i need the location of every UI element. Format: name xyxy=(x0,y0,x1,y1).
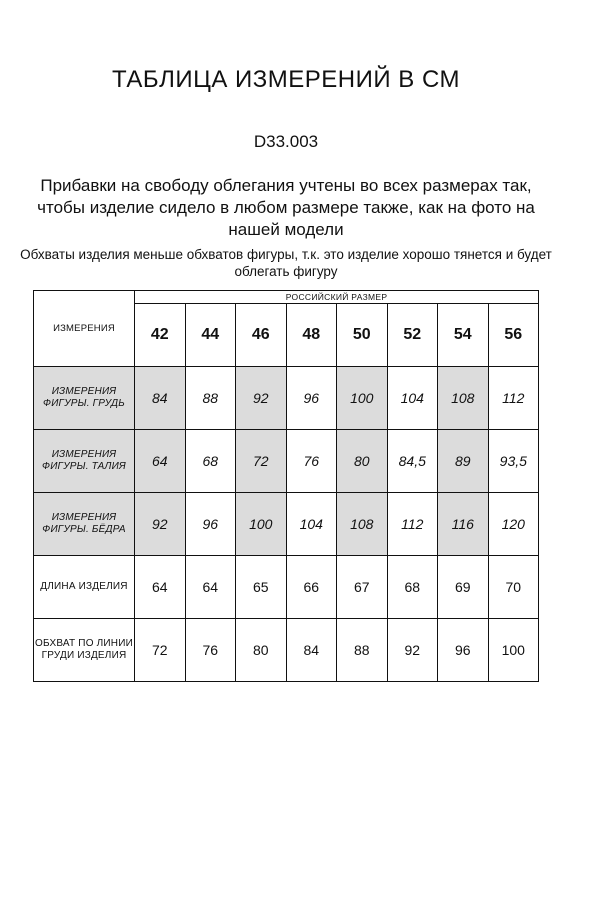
value-cell: 84 xyxy=(135,367,186,430)
size-header-cell: 50 xyxy=(337,304,388,367)
value-cell: 88 xyxy=(337,619,388,682)
article-code: D33.003 xyxy=(253,132,319,151)
value-cell: 64 xyxy=(135,430,186,493)
value-cell: 68 xyxy=(185,430,236,493)
value-cell: 100 xyxy=(236,493,287,556)
value-cell: 70 xyxy=(488,556,539,619)
value-cell: 72 xyxy=(236,430,287,493)
value-cell: 108 xyxy=(337,493,388,556)
value-cell: 100 xyxy=(488,619,539,682)
value-cell: 76 xyxy=(185,619,236,682)
fit-note: Прибавки на свободу облегания учтены во всех размерах так, чтобы изделие сидело в любом размере также, как на фото на нашей модели xyxy=(37,176,535,239)
value-cell: 108 xyxy=(438,367,489,430)
value-cell: 92 xyxy=(387,619,438,682)
value-cell: 67 xyxy=(337,556,388,619)
value-cell: 120 xyxy=(488,493,539,556)
value-cell: 93,5 xyxy=(488,430,539,493)
size-header-cell: 46 xyxy=(236,304,287,367)
row-label: ИЗМЕРЕНИЯ ФИГУРЫ. ГРУДЬ xyxy=(34,367,135,430)
value-cell: 92 xyxy=(135,493,186,556)
value-cell: 84 xyxy=(286,619,337,682)
row-label: ДЛИНА ИЗДЕЛИЯ xyxy=(34,556,135,619)
value-cell: 112 xyxy=(387,493,438,556)
value-cell: 80 xyxy=(337,430,388,493)
row-label: ИЗМЕРЕНИЯ ФИГУРЫ. БЁДРА xyxy=(34,493,135,556)
value-cell: 72 xyxy=(135,619,186,682)
value-cell: 92 xyxy=(236,367,287,430)
russian-size-header: РОССИЙСКИЙ РАЗМЕР xyxy=(135,291,539,304)
value-cell: 96 xyxy=(438,619,489,682)
value-cell: 64 xyxy=(185,556,236,619)
size-header-cell: 44 xyxy=(185,304,236,367)
measurements-header: ИЗМЕРЕНИЯ xyxy=(34,291,135,367)
size-table xyxy=(33,290,539,682)
value-cell: 104 xyxy=(286,493,337,556)
row-label: ИЗМЕРЕНИЯ ФИГУРЫ. ТАЛИЯ xyxy=(34,430,135,493)
value-cell: 84,5 xyxy=(387,430,438,493)
value-cell: 100 xyxy=(337,367,388,430)
table-row-hips xyxy=(34,493,539,556)
size-header-cell: 54 xyxy=(438,304,489,367)
value-cell: 96 xyxy=(185,493,236,556)
size-header-cell: 42 xyxy=(135,304,186,367)
value-cell: 89 xyxy=(438,430,489,493)
value-cell: 96 xyxy=(286,367,337,430)
value-cell: 76 xyxy=(286,430,337,493)
value-cell: 69 xyxy=(438,556,489,619)
table-row-garment-chest xyxy=(34,619,539,682)
stretch-note: Обхваты изделия меньше обхватов фигуры, т.к. это изделие хорошо тянется и будет облегать фигуру xyxy=(20,247,552,279)
page-title: ТАБЛИЦА ИЗМЕРЕНИЙ В СМ xyxy=(111,66,461,93)
value-cell: 88 xyxy=(185,367,236,430)
value-cell: 104 xyxy=(387,367,438,430)
value-cell: 116 xyxy=(438,493,489,556)
row-label: ОБХВАТ ПО ЛИНИИ ГРУДИ ИЗДЕЛИЯ xyxy=(34,619,135,682)
table-row-length xyxy=(34,556,539,619)
value-cell: 68 xyxy=(387,556,438,619)
table-row-waist xyxy=(34,430,539,493)
size-header-cell: 48 xyxy=(286,304,337,367)
size-header-cell: 56 xyxy=(488,304,539,367)
value-cell: 64 xyxy=(135,556,186,619)
value-cell: 112 xyxy=(488,367,539,430)
value-cell: 65 xyxy=(236,556,287,619)
value-cell: 80 xyxy=(236,619,287,682)
size-header-cell: 52 xyxy=(387,304,438,367)
table-row-chest xyxy=(34,367,539,430)
value-cell: 66 xyxy=(286,556,337,619)
